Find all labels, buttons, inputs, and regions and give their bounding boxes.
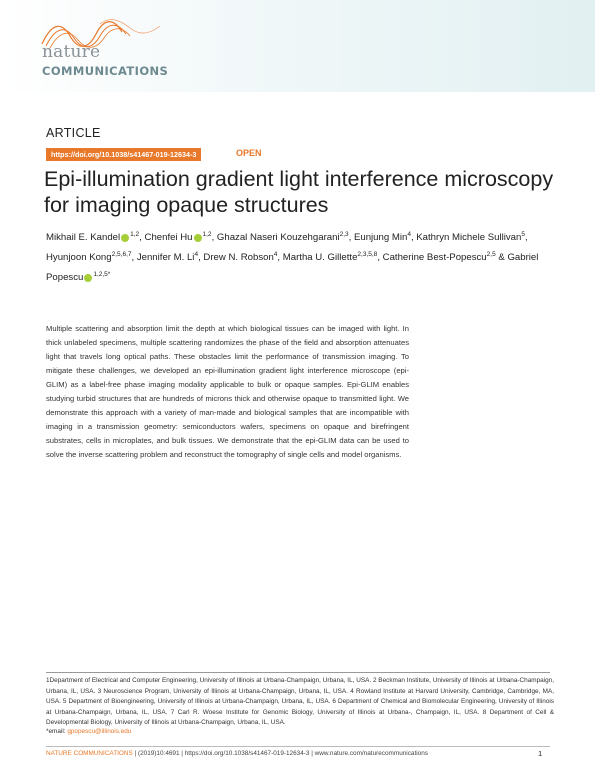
author-name[interactable]: Chenfei Hu: [144, 232, 193, 244]
abstract-text: Multiple scattering and absorption limit the depth at which biological tissues can be imaged with light. In thick unlabeled specimens, multiple scattering randomizes the phase of the field and absorption attenuates light that travels long optical paths. These obstacles limit the performance of transmission imaging. To mitigate these challenges, we developed an epi-illumination gradient light interference microscope (epi-GLIM) as a label-free phase imaging modality applicable to bulk or opaque samples. Epi-GLIM enables studying turbid structures that are hundreds of microns thick and otherwise opaque to transmitted light. We demonstrate this approach with a variety of man-made and biological samples that are incompatible with imaging in a transmission geometry: semiconductors wafers, specimens on opaque and birefringent substrates, cells in microplates, and bulk tissues. We demonstrate that the epi-GLIM data can be used to solve the inverse scattering problem and reconstruct the tomography of single cells and model organisms.: [46, 324, 409, 459]
page-footer: [46, 750, 428, 757]
page-number: 1: [538, 749, 543, 758]
author-affiliation-marker: 2,3,5,8: [357, 251, 378, 259]
affiliation-divider: [46, 672, 550, 673]
author-affiliation-marker: 4: [194, 251, 199, 259]
journal-logo[interactable]: [40, 14, 200, 84]
author-affiliation-marker: 4: [407, 231, 411, 238]
author-list: Mikhail E. Kandel $^{1,2}$, Chenfei Hu $^{1,2}$, Ghazal Naseri Kouzehgarani$^{2,3}$, Eunjung Min$^4$, Kathryn Michele Sullivan$^5$, Hyunjoon Kong$^{2,5,6,7}$, Jennifer M. Li$^4$, Drew N. Robson$^4$, Martha U. Gillette$^{2,3,5,8}$, Catherine Best-Popescu$^{2,5}$ & Gabriel Popescu $^{1,2,5*}$: [46, 231, 539, 284]
author-affiliation-marker: 5: [521, 231, 525, 238]
doi-link-badge[interactable]: https://doi.org/10.1038/s41467-019-12634-3: [46, 148, 201, 161]
corresponding-email: [46, 728, 131, 735]
footer-divider: [46, 746, 550, 747]
author-name[interactable]: Jennifer M. Li: [136, 252, 195, 264]
logo-communications-text: COMMUNICATIONS: [42, 64, 169, 78]
author-affiliation-marker: 1,2,5*: [93, 271, 111, 279]
open-access-label: OPEN: [236, 148, 262, 158]
orcid-icon[interactable]: [84, 274, 92, 282]
author-name[interactable]: Martha U. Gillette: [282, 252, 358, 264]
article-type-label: ARTICLE: [46, 126, 101, 140]
orcid-icon[interactable]: [121, 234, 129, 242]
author-affiliation-marker: 1,2: [202, 231, 212, 238]
affiliations-text: 1Department of Electrical and Computer Engineering, University of Illinois at Urbana-Champaign, Urbana, IL, USA. 2 Beckman Institute, University of Illinois at Urbana-Champaign, Urbana, IL, USA. 3 Neuroscience Program, University of Illinois at Urbana-Champaign, Urbana, IL, USA. 4 Rowland Institute at Harvard University, Cambridge, Cambridge, MA, USA. 5 Department of Bioengineering, University of Illinois at Urbana-Champaign, Urbana, IL, USA. 6 Department of Chemical and Biomolecular Engineering, University of Illinois at Urbana-Champaign, Urbana, IL, USA. 7 Carl R. Woese Institute for Genomic Biology, University of Illinois at Urbana-, Champaign, IL, USA. 8 Department of Cell & Developmental Biology, University of Illinois at Urbana-Champaign, Urbana, IL, USA.: [46, 677, 554, 726]
email-link[interactable]: gpopescu@illinois.edu: [67, 728, 132, 735]
author-name[interactable]: Ghazal Naseri Kouzehgarani: [216, 232, 340, 244]
author-affiliation-marker: 2,3: [339, 231, 349, 238]
author-name[interactable]: Catherine Best-Popescu: [382, 252, 487, 264]
author-name[interactable]: Eunjung Min: [353, 232, 408, 244]
author-affiliation-marker: 1,2: [130, 231, 140, 238]
author-name[interactable]: Mikhail E. Kandel: [46, 232, 121, 244]
orcid-icon[interactable]: [194, 234, 202, 242]
author-name[interactable]: Drew N. Robson: [203, 252, 274, 264]
author-affiliation-marker: 2,5,6,7: [111, 251, 132, 259]
author-name[interactable]: Hyunjoon Kong: [46, 252, 112, 264]
article-title: Epi-illumination gradient light interference microscopy for imaging opaque structures: [44, 167, 554, 217]
footer-journal-name: NATURE COMMUNICATIONS: [46, 750, 133, 757]
author-affiliation-marker: 4: [273, 251, 278, 259]
email-label: *email:: [46, 728, 68, 735]
logo-nature-text: nature: [42, 42, 101, 62]
footer-citation: | (2019)10:4691 | https://doi.org/10.1038/s41467-019-12634-3 | www.nature.com/naturecommunications: [132, 750, 428, 757]
author-name[interactable]: Kathryn Michele Sullivan: [416, 232, 522, 244]
author-affiliation-marker: 2,5: [486, 251, 496, 259]
author-name[interactable]: Gabriel Popescu: [46, 252, 539, 284]
